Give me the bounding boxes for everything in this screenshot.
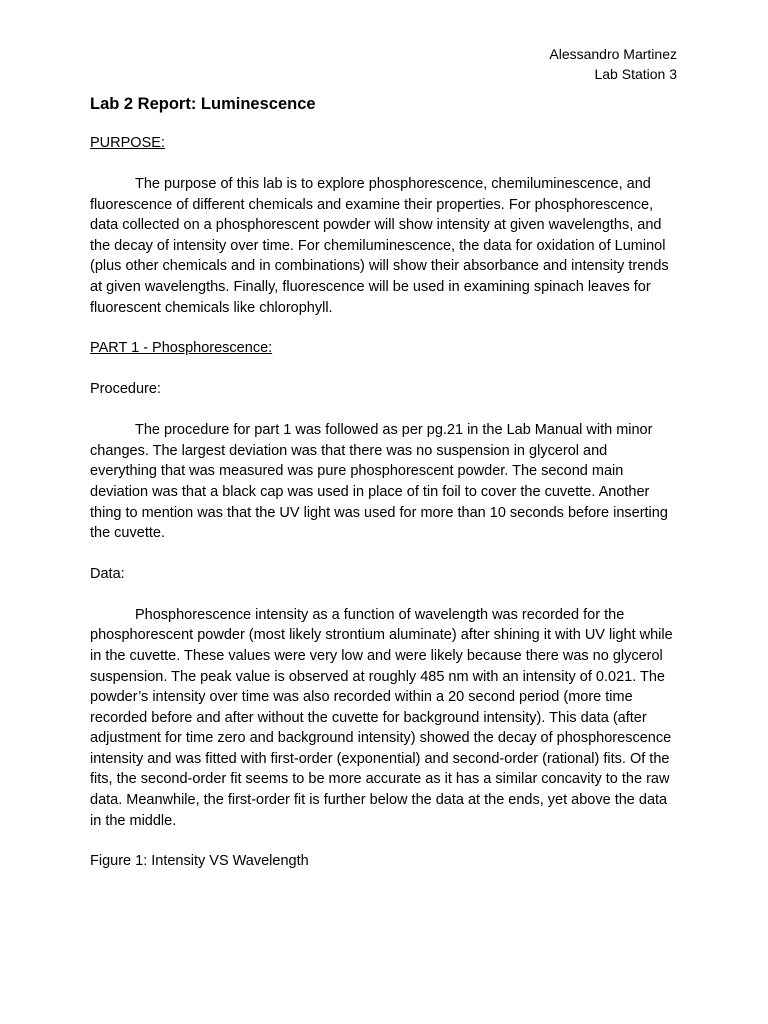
figure-caption: Figure 1: Intensity VS Wavelength	[90, 853, 309, 870]
procedure-label: Procedure:	[90, 381, 161, 398]
report-page	[90, 44, 677, 871]
data-label: Data:	[90, 565, 125, 582]
purpose-heading: PURPOSE:	[90, 135, 165, 151]
lab-station: Lab Station 3	[594, 66, 677, 82]
author-header	[90, 44, 677, 84]
data-paragraph: Phosphorescence intensity as a function of wavelength was recorded for the phosphorescent powder (most likely strontium aluminate) after shining it with UV light while in the cuvette. These values were very low and were likely because there was no glycerol suspension. The peak value is observed at roughly 485 nm with an intensity of 0.021. The powder’s intensity over time was also recorded within a 20 second period (more time recorded before and after without the cuvette for background intensity). This data (after adjustment for time zero and background intensity) showed the decay of phosphorescence intensity and was fitted with first-order (exponential) and second-order (rational) fits. Of the fits, the second-order fit seems to be more accurate as it has a similar concavity to the raw data. Meanwhile, the first-order fit is further below the data at the ends, yet above the data in the middle.	[90, 606, 673, 829]
part1-heading: PART 1 - Phosphorescence:	[90, 340, 273, 357]
report-title: Lab 2 Report: Luminescence	[90, 95, 316, 113]
purpose-paragraph: The purpose of this lab is to explore phosphorescence, chemiluminescence, and fluorescence of different chemicals and examine their properties. For phosphorescence, data collected on a phosphorescent powder will show intensity at given wavelengths, and the decay of intensity over time. For chemiluminescence, the data for oxidation of Luminol (plus other chemicals and in combinations) will show their absorbance and intensity trends at given wavelengths. Finally, fluorescence will be used in examining spinach leaves for fluorescent chemicals like chlorophyll.	[90, 176, 669, 316]
procedure-paragraph: The procedure for part 1 was followed as per pg.21 in the Lab Manual with minor changes. The largest deviation was that there was no suspension in glycerol and everything that was measured was pure phosphorescent powder. The second main deviation was that a black cap was used in place of tin foil to cover the cuvette. Another thing to mention was that the UV light was used for more than 10 seconds before inserting the cuvette.	[90, 422, 668, 542]
author-name: Alessandro Martinez	[549, 46, 677, 62]
